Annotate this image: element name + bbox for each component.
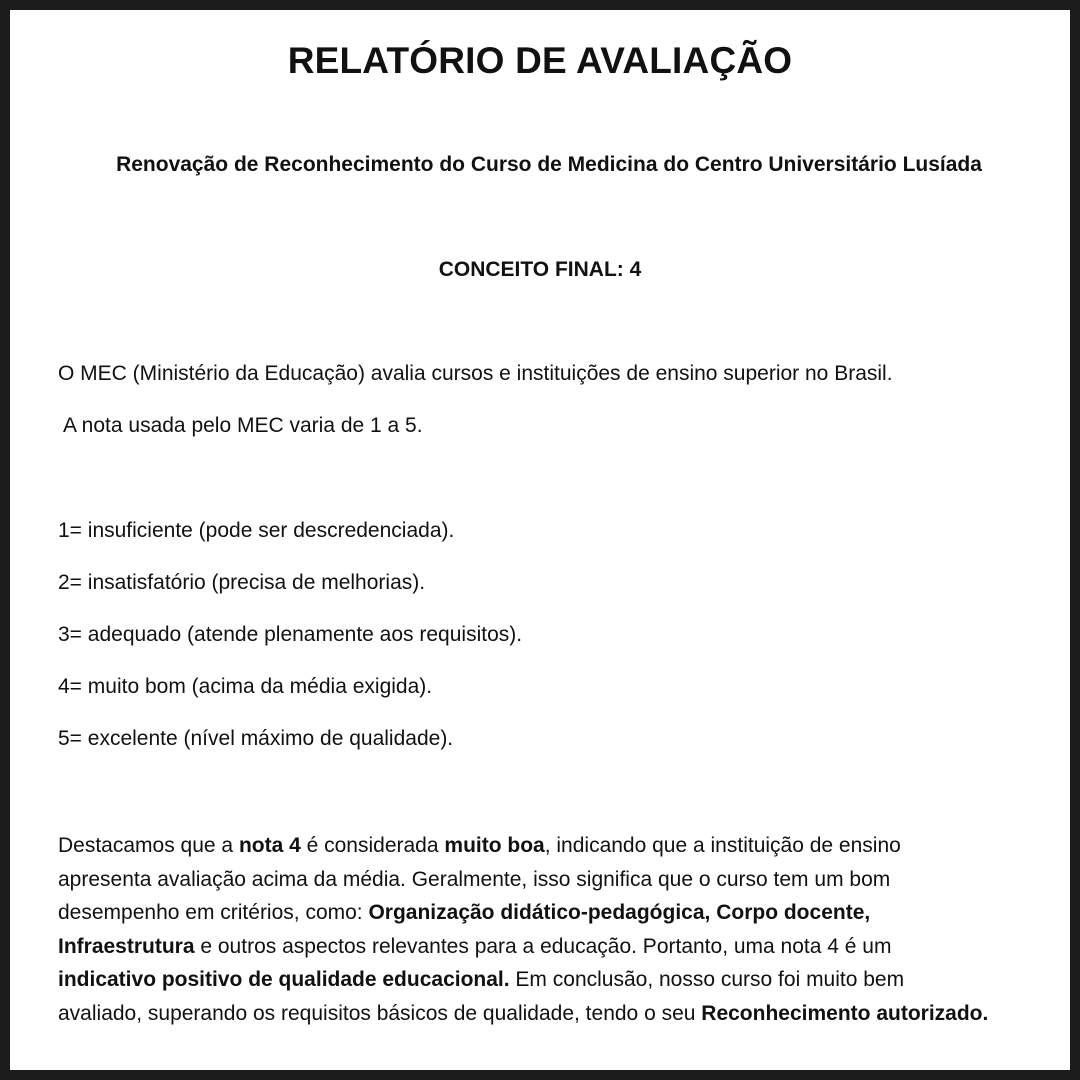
report-title: RELATÓRIO DE AVALIAÇÃO xyxy=(287,40,793,81)
grade-scale-item-2: 2= insatisfatório (precisa de melhorias). xyxy=(58,571,426,594)
conclusion-text-4: e outros aspectos relevantes para a educação. Portanto, uma nota 4 é um xyxy=(194,934,892,958)
final-concept: CONCEITO FINAL: 4 xyxy=(438,258,642,281)
conclusion-text-3: , indicando que a instituição de ensino apresenta avaliação acima da média. Geralmente, isso significa que o curso tem um bom desempenho em critérios, como: xyxy=(58,834,901,924)
intro-line-1: O MEC (Ministério da Educação) avalia cursos e instituições de ensino superior no Brasil. xyxy=(58,362,893,385)
grade-scale-item-4: 4= muito bom (acima da média exigida). xyxy=(58,675,433,698)
conclusion-bold-5: Reconhecimento autorizado. xyxy=(701,1001,989,1025)
conclusion-paragraph xyxy=(58,829,993,1030)
conclusion-text-2: é considerada xyxy=(300,834,445,857)
conclusion-bold-3: Organização didático-pedagógica, Corpo docente, Infraestrutura xyxy=(58,901,871,958)
grade-scale-item-3: 3= adequado (atende plenamente aos requisitos). xyxy=(58,623,523,646)
conclusion-bold-4: indicativo positivo de qualidade educacional. xyxy=(58,968,510,991)
grade-scale-list xyxy=(58,518,522,778)
conclusion-text-1: Destacamos que a xyxy=(58,834,239,857)
report-subtitle: Renovação de Reconhecimento do Curso de Medicina do Centro Universitário Lusíada xyxy=(116,153,982,176)
conclusion-bold-1: nota 4 xyxy=(238,834,301,857)
grade-scale-item-1: 1= insuficiente (pode ser descredenciada). xyxy=(58,519,455,542)
conclusion-text-5: Em conclusão, nosso curso foi muito bem avaliado, superando os requisitos básicos de qualidade, tendo o seu xyxy=(58,968,905,1025)
intro-line-2: A nota usada pelo MEC varia de 1 a 5. xyxy=(63,414,423,437)
conclusion-bold-2: muito boa xyxy=(444,834,545,857)
report-page xyxy=(10,10,1070,1070)
grade-scale-item-5: 5= excelente (nível máximo de qualidade). xyxy=(58,727,454,750)
